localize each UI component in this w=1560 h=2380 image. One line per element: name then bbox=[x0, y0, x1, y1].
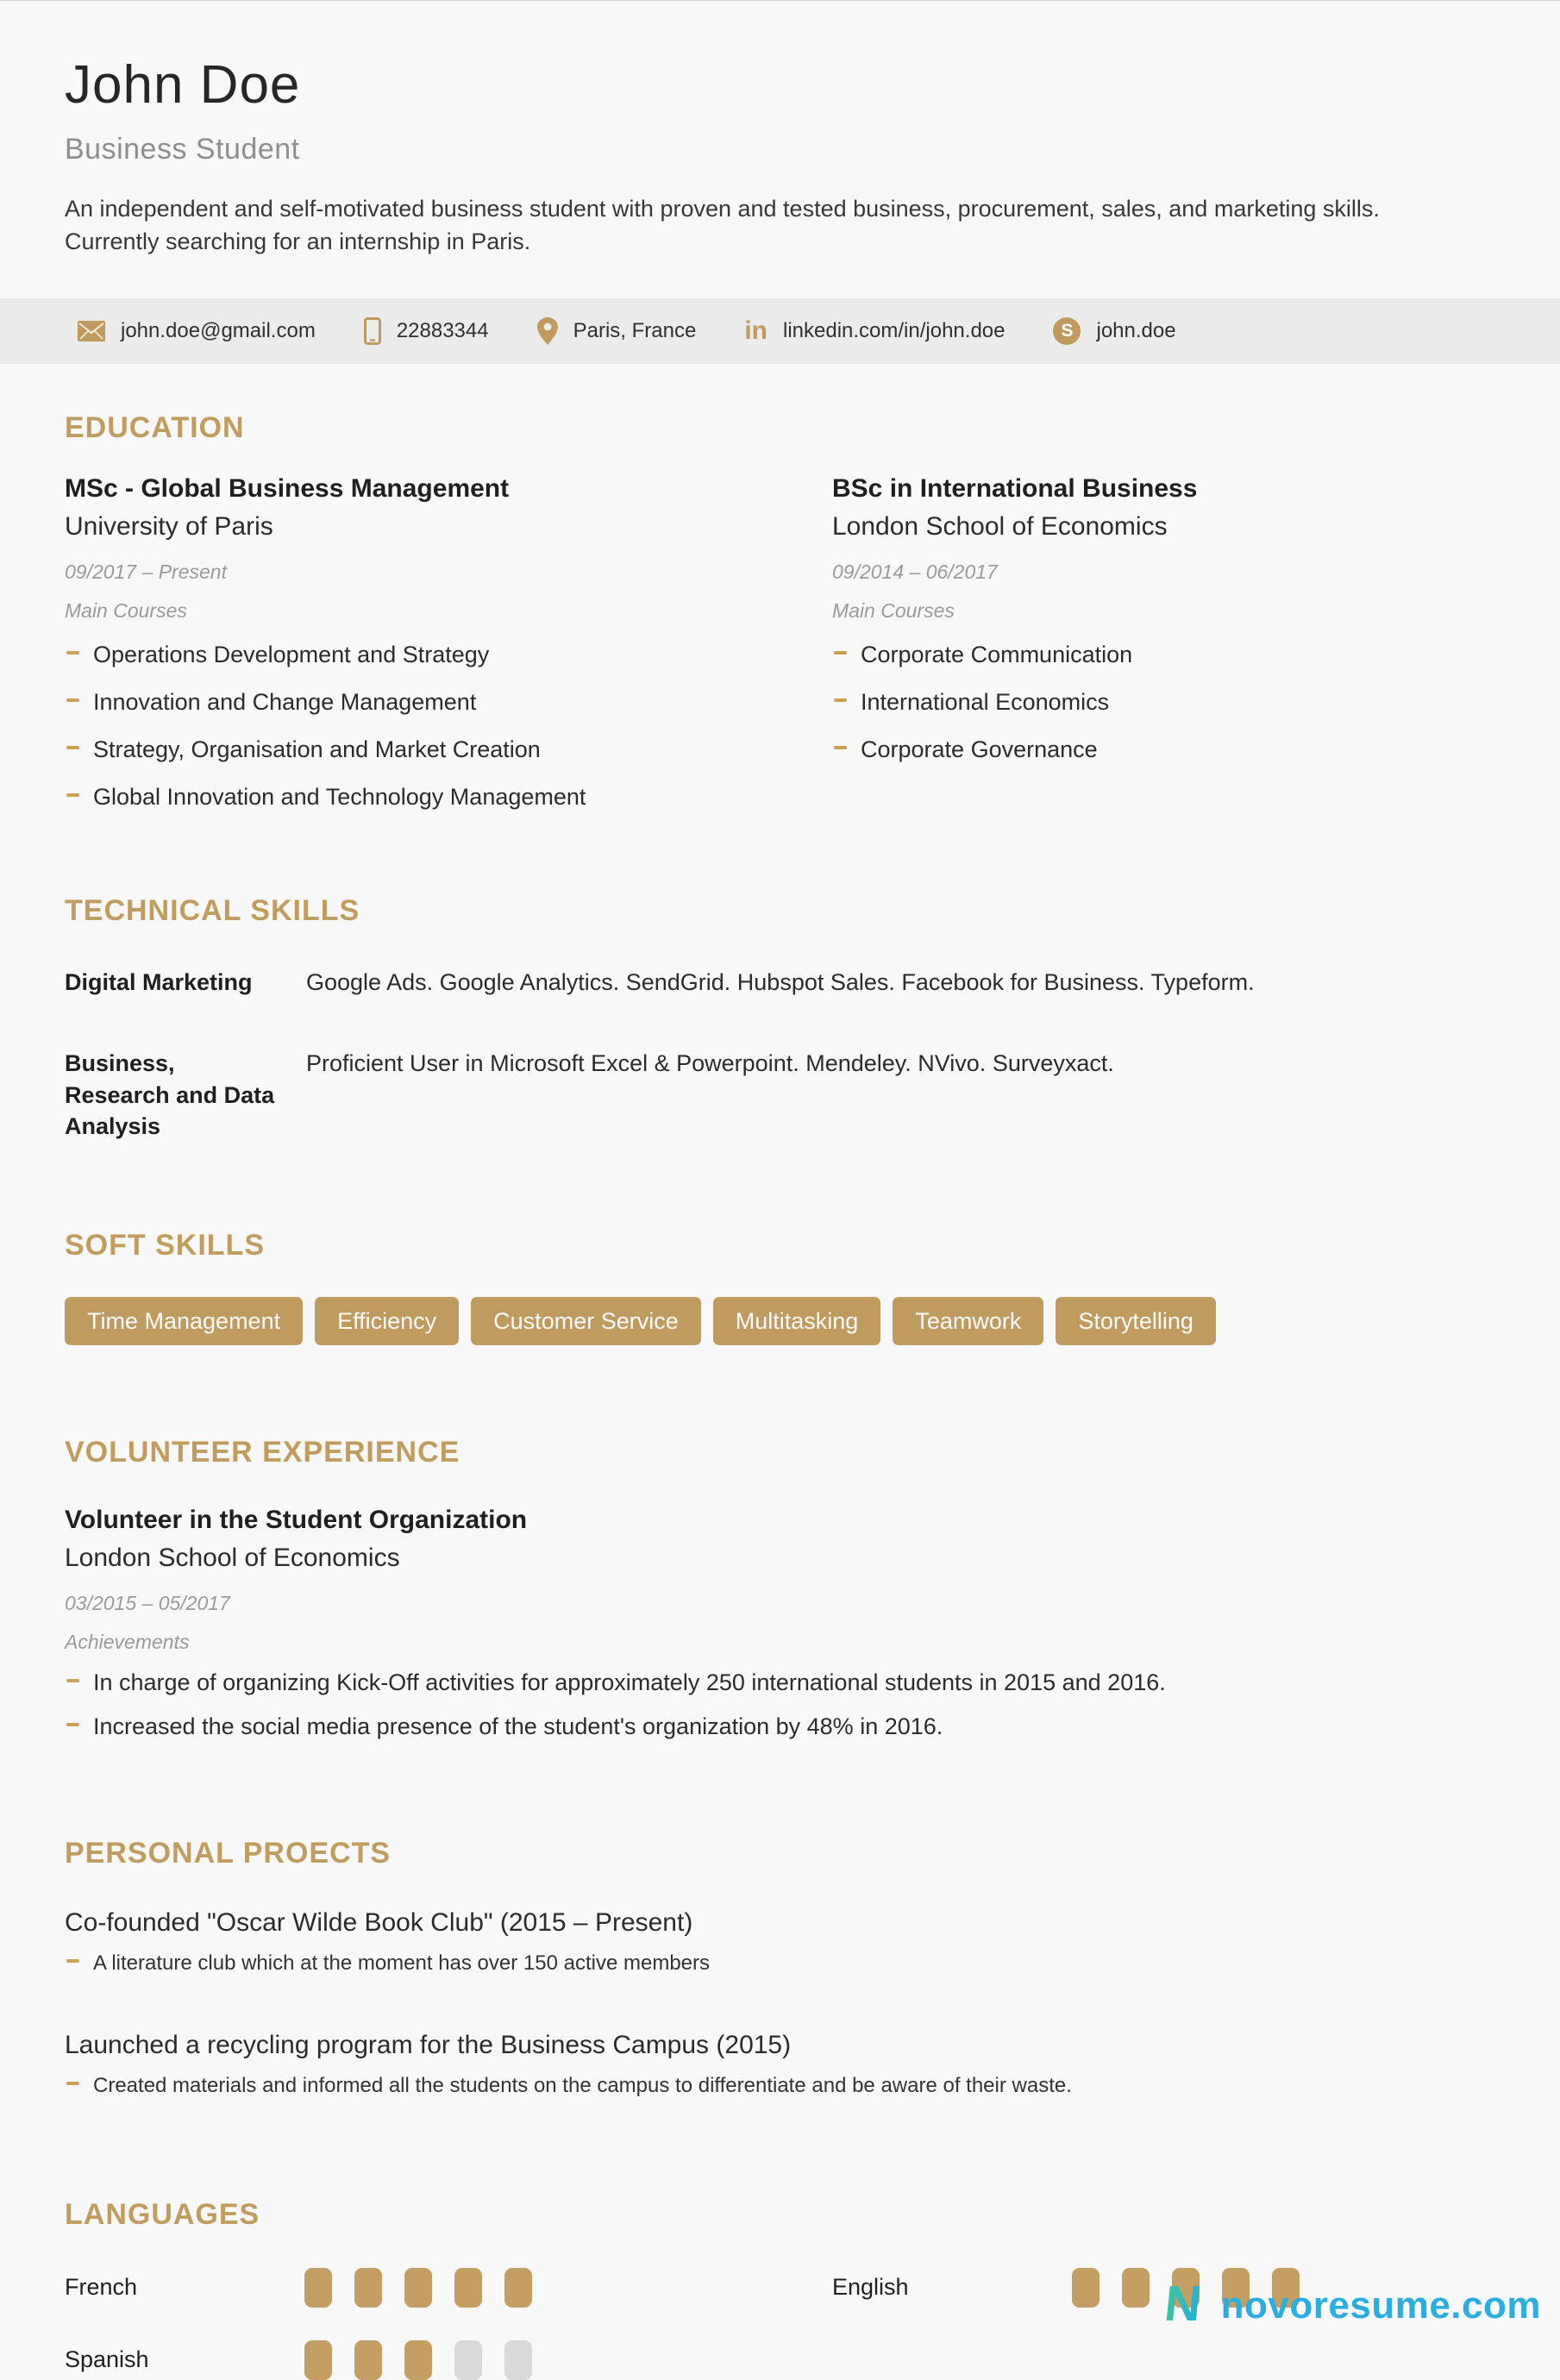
language-name: Spanish bbox=[65, 2346, 149, 2373]
education-entry bbox=[65, 474, 832, 812]
project-bullet-text: Created materials and informed all the students on the campus to differentiate and be aware of their waste. bbox=[93, 2073, 1072, 2097]
achievements-list bbox=[65, 1668, 1495, 1742]
contact-bar bbox=[0, 298, 1560, 364]
project-item bbox=[65, 1908, 1495, 1976]
achievement-text: Increased the social media presence of the student's organization by 48% in 2016. bbox=[93, 1713, 943, 1740]
contact-phone-text: 22883344 bbox=[396, 318, 489, 342]
project-title: Launched a recycling program for the Business Campus (2015) bbox=[65, 2030, 792, 2059]
level-box-filled bbox=[404, 2268, 432, 2308]
level-box-filled bbox=[504, 2268, 532, 2308]
courses-list bbox=[832, 640, 1495, 765]
contact-linkedin[interactable] bbox=[744, 318, 1005, 344]
skill-list-text: Google Ads. Google Analytics. SendGrid. Hubspot Sales. Facebook for Business. Typeform. bbox=[306, 969, 1255, 996]
bullet-dash-icon bbox=[66, 651, 79, 654]
school-name: University of Paris bbox=[65, 511, 273, 541]
degree-title: MSc - Global Business Management bbox=[65, 473, 510, 503]
contact-location-text: Paris, France bbox=[573, 318, 697, 342]
language-row bbox=[65, 2340, 832, 2380]
resume-body bbox=[0, 411, 1560, 2380]
section-soft-skills bbox=[65, 1229, 1495, 1345]
contact-skype[interactable] bbox=[1053, 317, 1175, 345]
level-box-empty bbox=[504, 2340, 532, 2380]
language-row bbox=[65, 2268, 832, 2308]
soft-skill-tag: Efficiency bbox=[315, 1297, 459, 1345]
level-box-filled bbox=[454, 2268, 482, 2308]
summary-text: An independent and self-motivated business student with proven and tested business, procurement, sales, and marketing skills. Currently searching for an internship in Paris. bbox=[65, 196, 1380, 255]
volunteer-org: London School of Economics bbox=[65, 1544, 400, 1573]
personal-projects-heading: PERSONAL PROECTS bbox=[65, 1837, 392, 1870]
level-box-filled bbox=[354, 2340, 382, 2380]
course-item bbox=[832, 735, 1495, 765]
skill-list-text: Proficient User in Microsoft Excel & Powerpoint. Mendeley. NVivo. Surveyxact. bbox=[306, 1050, 1114, 1077]
course-item bbox=[832, 687, 1495, 717]
volunteer-dates: 03/2015 – 05/2017 bbox=[65, 1592, 230, 1615]
technical-skill-row bbox=[65, 967, 1495, 998]
language-name: English bbox=[832, 2274, 909, 2301]
course-text: Operations Development and Strategy bbox=[93, 641, 490, 667]
bullet-dash-icon bbox=[834, 698, 847, 702]
course-text: Innovation and Change Management bbox=[93, 688, 477, 715]
bullet-dash-icon bbox=[66, 746, 79, 749]
courses-label: Main Courses bbox=[832, 598, 955, 622]
linkedin-icon: in bbox=[744, 316, 767, 345]
section-technical-skills bbox=[65, 894, 1495, 1143]
skill-category-label: Business, Research and Data Analysis bbox=[65, 1050, 275, 1140]
language-name: French bbox=[65, 2274, 138, 2301]
bullet-dash-icon bbox=[66, 793, 79, 797]
contact-location[interactable] bbox=[537, 317, 697, 345]
person-name: John Doe bbox=[65, 55, 301, 115]
bullet-dash-icon bbox=[834, 651, 847, 654]
bullet-dash-icon bbox=[834, 746, 847, 749]
skype-icon: S bbox=[1053, 317, 1081, 345]
achievement-text: In charge of organizing Kick-Off activities for approximately 250 international students in 2015 and 2016. bbox=[93, 1669, 1166, 1696]
level-box-filled bbox=[1072, 2268, 1100, 2308]
level-box-filled bbox=[304, 2268, 332, 2308]
level-box-empty bbox=[454, 2340, 482, 2380]
contact-phone[interactable] bbox=[364, 317, 489, 345]
project-bullet-text: A literature club which at the moment has over 150 active members bbox=[93, 1951, 711, 1976]
course-text: Corporate Communication bbox=[861, 641, 1133, 667]
contact-email-text: john.doe@gmail.com bbox=[121, 318, 316, 342]
novoresume-logo[interactable] bbox=[1159, 2277, 1541, 2335]
course-item bbox=[65, 687, 832, 717]
degree-title: BSc in International Business bbox=[832, 473, 1198, 503]
language-level-indicator bbox=[304, 2340, 532, 2380]
mobile-phone-icon bbox=[364, 317, 381, 345]
soft-skill-tag: Multitasking bbox=[713, 1297, 881, 1345]
courses-label: Main Courses bbox=[65, 598, 187, 622]
contact-skype-text: john.doe bbox=[1096, 318, 1176, 342]
project-title: Co-founded "Oscar Wilde Book Club" (2015 – Present) bbox=[65, 1908, 693, 1938]
novoresume-logo-mark-icon bbox=[1159, 2277, 1212, 2335]
technical-skill-row bbox=[65, 1048, 1495, 1142]
level-box-filled bbox=[354, 2268, 382, 2308]
course-item bbox=[832, 640, 1495, 670]
level-box-filled bbox=[404, 2340, 432, 2380]
soft-skill-tags bbox=[65, 1297, 1495, 1345]
bullet-dash-icon bbox=[66, 1723, 79, 1726]
education-dates: 09/2014 – 06/2017 bbox=[832, 560, 998, 583]
soft-skills-heading: SOFT SKILLS bbox=[65, 1228, 265, 1262]
achievements-label: Achievements bbox=[65, 1631, 190, 1654]
course-text: Corporate Governance bbox=[861, 736, 1098, 762]
skill-category-label: Digital Marketing bbox=[65, 969, 253, 996]
map-pin-icon bbox=[537, 317, 558, 345]
soft-skill-tag: Teamwork bbox=[893, 1297, 1043, 1345]
level-box-filled bbox=[1122, 2268, 1150, 2308]
project-bullets bbox=[65, 1950, 1495, 1976]
soft-skill-tag: Customer Service bbox=[471, 1297, 701, 1345]
course-item bbox=[65, 735, 832, 765]
education-grid bbox=[65, 474, 1495, 812]
course-text: Strategy, Organisation and Market Creation bbox=[93, 736, 541, 762]
course-text: International Economics bbox=[861, 688, 1110, 715]
project-bullet bbox=[65, 2072, 1495, 2099]
bullet-dash-icon bbox=[66, 1679, 79, 1682]
course-text: Global Innovation and Technology Management bbox=[93, 783, 586, 810]
education-dates: 09/2017 – Present bbox=[65, 560, 227, 583]
bullet-dash-icon bbox=[66, 2082, 79, 2085]
volunteer-role: Volunteer in the Student Organization bbox=[65, 1506, 528, 1535]
envelope-icon bbox=[78, 321, 105, 341]
novoresume-logo-text: novoresume.com bbox=[1220, 2284, 1541, 2327]
technical-skills-heading: TECHNICAL SKILLS bbox=[65, 894, 360, 928]
section-education bbox=[65, 411, 1495, 812]
section-personal-projects bbox=[65, 1837, 1495, 2098]
project-item bbox=[65, 2031, 1495, 2099]
courses-list bbox=[65, 640, 832, 812]
soft-skill-tag: Time Management bbox=[65, 1297, 303, 1345]
section-volunteer bbox=[65, 1436, 1495, 1742]
language-level-indicator bbox=[304, 2268, 532, 2308]
education-entry bbox=[832, 474, 1495, 812]
achievement-item bbox=[65, 1668, 1495, 1698]
volunteer-heading: VOLUNTEER EXPERIENCE bbox=[65, 1436, 460, 1469]
school-name: London School of Economics bbox=[832, 511, 1168, 541]
bullet-dash-icon bbox=[66, 698, 79, 702]
education-heading: EDUCATION bbox=[65, 410, 245, 444]
course-item bbox=[65, 782, 832, 812]
bullet-dash-icon bbox=[66, 1959, 79, 1963]
languages-heading: LANGUAGES bbox=[65, 2197, 260, 2231]
svg-text:N: N bbox=[1162, 2277, 1204, 2331]
level-box-filled bbox=[304, 2340, 332, 2380]
resume-header bbox=[0, 1, 1560, 259]
soft-skill-tag: Storytelling bbox=[1056, 1297, 1216, 1345]
course-item bbox=[65, 640, 832, 670]
contact-linkedin-text: linkedin.com/in/john.doe bbox=[782, 318, 1006, 342]
contact-email[interactable] bbox=[78, 319, 316, 343]
achievement-item bbox=[65, 1712, 1495, 1742]
project-bullets bbox=[65, 2072, 1495, 2099]
project-bullet bbox=[65, 1950, 1495, 1976]
job-title: Business Student bbox=[65, 133, 300, 166]
